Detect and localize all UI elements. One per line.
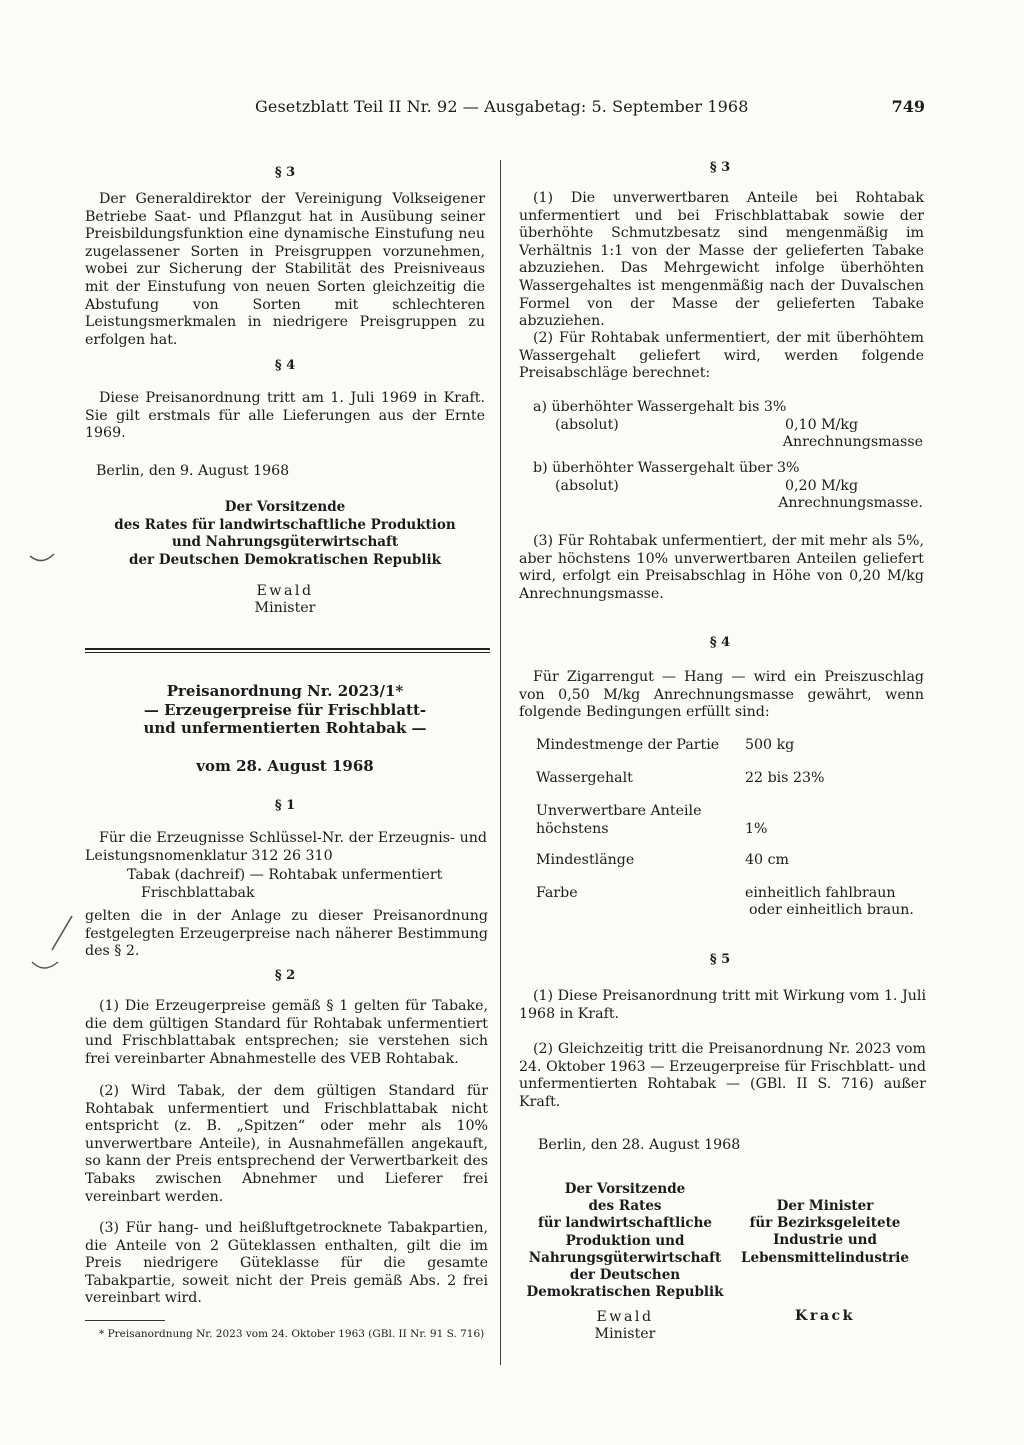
right-s3-heading: § 3 xyxy=(709,160,731,175)
item-b-value: 0,20 M/kg xyxy=(785,477,859,494)
condition-label: Farbe xyxy=(536,885,578,901)
left-p1-intro xyxy=(85,830,487,865)
condition-value: 22 bis 23% xyxy=(745,770,825,786)
left-signer-name: Ewald xyxy=(256,583,314,599)
right-s3-para1 xyxy=(519,190,924,331)
condition-value: einheitlich fahlbraun xyxy=(745,885,896,901)
condition-row xyxy=(536,737,719,755)
left-p2-para2-text: (2) Wird Tabak, der dem gültigen Standard für Rohtabak unfermentiert und Frischblattabak nicht entspricht (z. B. „Spitzen“ oder mehr als 10% unverwertbare Anteile), in Ausnahmefällen angekauft, so kann der Preis entsprechend der Verwertbarkeit des Tabaks zwischen Abnehmer und Lieferer frei vereinbart werden. xyxy=(85,1083,488,1205)
left-date-line: Berlin, den 9. August 1968 xyxy=(96,463,290,479)
separator-rule-thin xyxy=(85,652,490,653)
condition-label: Unverwertbare Anteile xyxy=(536,803,702,819)
left-p2-para3 xyxy=(85,1220,488,1308)
condition-row xyxy=(536,803,702,821)
left-p1-item-line-1: Tabak (dachreif) — Rohtabak unfermentiert xyxy=(127,867,443,883)
left-p2-para3-text: (3) Für hang- und heißluftgetrocknete Tabakpartien, die Anteile von 2 Güteklassen enthalten, gilt die im Preis niedrigere Güteklasse für die gesamte Tabakpartie, soweit nicht der Preis gemäß Abs. 2 frei vereinbart wird. xyxy=(85,1220,488,1307)
right-sig-left-line-5: Nahrungsgüterwirtschaft xyxy=(528,1249,722,1266)
item-a-unit: Anrechnungsmasse xyxy=(782,434,923,451)
right-sig-left-name: Ewald xyxy=(596,1309,654,1325)
condition-label: Mindestlänge xyxy=(536,852,635,868)
left-p1-rest-text: gelten die in der Anlage zu dieser Preisanordnung festgelegten Erzeugerpreise nach näherer Bestimmung des § 2. xyxy=(85,908,488,960)
left-s3-paragraph: Der Generaldirektor der Vereinigung Volkseigener Betriebe Saat- und Pflanzgut hat in Ausübung seiner Preisbildungsfunktion eine dynamische Einstufung neu zugelassener Sorten in Preisgruppen vorzunehmen, wobei zur Sicherung der Stabilität des Preisniveaus mit der Einstufung von neuen Sorten gleichzeitig die Abstufung von Sorten mit schlechteren Leistungsmerkmalen in niedrigere Preisgruppen zu erfolgen hat. xyxy=(85,191,485,348)
item-a-sub: (absolut) xyxy=(555,416,619,433)
footnote-rule xyxy=(85,1320,165,1321)
left-sig-line-3: und Nahrungsgüterwirtschaft xyxy=(171,534,399,551)
condition-row xyxy=(536,852,634,870)
left-sig-line-2: des Rates für landwirtschaftliche Produktion xyxy=(114,516,456,533)
right-sig-right-line-2: für Bezirksgeleitete xyxy=(749,1215,901,1232)
separator-rule xyxy=(85,648,490,650)
left-p2-para2 xyxy=(85,1083,488,1206)
left-p2-para1-text: (1) Die Erzeugerpreise gemäß § 1 gelten für Tabake, die dem gültigen Standard für Rohtabak unfermentiert und Frischblattabak entsprechen; sie verstehen sich frei vereinbarter Abnahmestelle des VEB Rohtabak. xyxy=(85,998,488,1067)
margin-mark xyxy=(28,548,58,568)
condition-value: 500 kg xyxy=(745,737,795,753)
right-sig-left-title: Minister xyxy=(594,1326,656,1342)
right-sig-left-line-6: der Deutschen xyxy=(569,1267,681,1284)
condition-label: höchstens xyxy=(536,821,609,837)
order-title-line-3: und unfermentierten Rohtabak — xyxy=(143,719,427,737)
left-sig-line-4: der Deutschen Demokratischen Republik xyxy=(129,551,441,568)
order-title-line-2: — Erzeugerpreise für Frischblatt- xyxy=(143,700,427,719)
left-s4-heading: § 4 xyxy=(274,358,296,373)
left-signature-block xyxy=(85,499,485,569)
item-a-value: 0,10 M/kg xyxy=(785,416,859,433)
condition-value: oder einheitlich braun. xyxy=(749,902,914,918)
footnote-text: * Preisanordnung Nr. 2023 vom 24. Oktober 1963 (GBl. II Nr. 91 S. 716) xyxy=(99,1328,485,1340)
item-a-label: a) überhöhter Wassergehalt bis 3% xyxy=(533,399,787,415)
footnote xyxy=(85,1327,490,1341)
right-sig-left-line-7: Demokratischen Republik xyxy=(526,1284,724,1301)
right-s5-para1 xyxy=(519,988,926,1023)
item-b-label: b) überhöhter Wassergehalt über 3% xyxy=(533,460,800,476)
right-sig-right-line-1: Der Minister xyxy=(776,1198,874,1214)
right-s3-para1-text: (1) Die unverwertbaren Anteile bei Rohtabak unfermentiert und bei Frischblattabak sowie der überhöhte Schmutzbesatz sind mengenmäßig im Verhältnis 1:1 von der Masse der gelieferten Tabake abzuziehen. Das Mehrgewicht infolge überhöhten Wassergehaltes ist mengenmäßig nach der Duvalschen Formel von der Masse der gelieferten Tabake abzuziehen. xyxy=(519,190,924,330)
margin-mark xyxy=(28,912,78,977)
right-s3-para2-text: (2) Für Rohtabak unfermentiert, der mit überhöhtem Wassergehalt geliefert wird, werden folgende Preisabschläge berechnet: xyxy=(519,330,924,382)
header-title: Gesetzblatt Teil II Nr. 92 — Ausgabetag: 5. September 1968 xyxy=(255,97,749,116)
right-s5-heading: § 5 xyxy=(709,952,731,967)
right-s5-para1-text: (1) Diese Preisanordnung tritt mit Wirkung vom 1. Juli 1968 in Kraft. xyxy=(519,988,926,1022)
right-sig-right xyxy=(725,1198,925,1267)
right-sig-left-line-3: für landwirtschaftliche xyxy=(538,1215,712,1232)
right-sig-left-line-4: Produktion und xyxy=(565,1232,685,1249)
order-date: vom 28. August 1968 xyxy=(196,757,374,775)
right-sig-right-line-4: Lebensmittelindustrie xyxy=(741,1249,909,1266)
item-a xyxy=(533,399,923,452)
condition-row xyxy=(536,885,578,903)
left-signer-title: Minister xyxy=(254,600,316,616)
right-sig-right-line-3: Industrie und xyxy=(773,1232,877,1249)
right-s4-heading: § 4 xyxy=(709,635,731,650)
order-title xyxy=(85,682,485,738)
right-sig-left-line-1: Der Vorsitzende xyxy=(564,1181,686,1197)
left-p1-rest xyxy=(85,908,488,961)
left-p2-heading: § 2 xyxy=(274,968,296,983)
condition-row xyxy=(536,770,633,788)
left-s3-heading: § 3 xyxy=(274,165,296,180)
right-s5-para2-text: (2) Gleichzeitig tritt die Preisanordnung Nr. 2023 vom 24. Oktober 1963 — Erzeugerpreise für Frischblatt- und unfermentierten Rohtabak — (GBl. II S. 716) außer Kraft. xyxy=(519,1041,926,1110)
left-s4-paragraph: Diese Preisanordnung tritt am 1. Juli 1969 in Kraft. Sie gilt erstmals für alle Lieferungen aus der Ernte 1969. xyxy=(85,390,485,442)
left-s4-text xyxy=(85,390,485,443)
left-p1-intro-text: Für die Erzeugnisse Schlüssel-Nr. der Erzeugnis- und Leistungsnomenklatur 312 26 310 xyxy=(85,830,487,864)
item-b xyxy=(533,460,923,513)
order-title-line-1: Preisanordnung Nr. 2023/1* xyxy=(166,682,404,700)
right-s3-para2 xyxy=(519,330,924,383)
condition-value: 40 cm xyxy=(745,852,789,868)
item-b-sub: (absolut) xyxy=(555,477,619,494)
condition-row xyxy=(536,821,609,839)
left-p2-para1 xyxy=(85,998,488,1068)
right-sig-right-name: Krack xyxy=(795,1308,855,1324)
page-header xyxy=(255,97,925,123)
right-s3-para3-text: (3) Für Rohtabak unfermentiert, der mit mehr als 5%, aber höchstens 10% unverwertbaren Anteilen geliefert wird, erfolgt ein Preisabschlag in Höhe von 0,20 M/kg Anrechnungsmasse. xyxy=(519,533,924,602)
right-s4-text xyxy=(519,669,924,722)
left-p1-item-line-2: Frischblattabak xyxy=(141,884,255,901)
right-sig-left-line-2: des Rates xyxy=(588,1198,662,1215)
right-s3-para3 xyxy=(519,533,924,603)
left-p1-item xyxy=(127,867,487,902)
condition-label: Mindestmenge der Partie xyxy=(536,737,720,753)
left-p1-heading: § 1 xyxy=(274,798,296,813)
right-sig-left xyxy=(520,1181,730,1301)
left-sig-line-1: Der Vorsitzende xyxy=(224,499,346,515)
left-s3-text xyxy=(85,191,485,349)
right-date-line: Berlin, den 28. August 1968 xyxy=(538,1137,741,1153)
condition-label: Wassergehalt xyxy=(536,770,633,786)
column-divider xyxy=(500,160,501,1365)
right-s4-paragraph: Für Zigarrengut — Hang — wird ein Preiszuschlag von 0,50 M/kg Anrechnungsmasse gewährt, wenn folgende Bedingungen erfüllt sind: xyxy=(519,669,924,721)
page-number: 749 xyxy=(891,97,925,116)
item-b-unit: Anrechnungsmasse. xyxy=(778,495,923,512)
condition-value: 1% xyxy=(745,821,768,837)
right-s5-para2 xyxy=(519,1041,926,1111)
